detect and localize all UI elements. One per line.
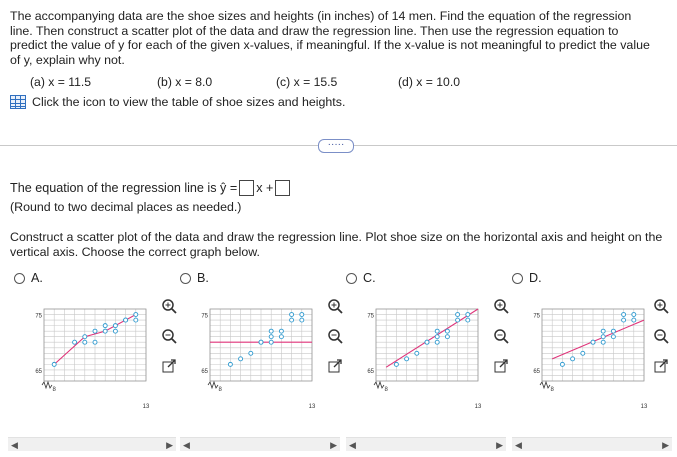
- part-b: (b) x = 8.0: [157, 75, 213, 89]
- x-tick-left: 8: [550, 387, 554, 393]
- scrollbar-a[interactable]: [8, 437, 176, 451]
- data-point: [83, 340, 87, 344]
- equation-prefix: The equation of the regression line is: [10, 181, 217, 195]
- data-point: [134, 313, 138, 317]
- data-point: [611, 335, 615, 339]
- graph-d: [528, 299, 658, 414]
- data-point: [601, 335, 605, 339]
- y-tick-top: 75: [201, 313, 208, 320]
- scrollbar-d[interactable]: [512, 437, 672, 451]
- scrollbar-c[interactable]: [346, 437, 506, 451]
- data-point: [601, 340, 605, 344]
- option-a-label: A.: [31, 271, 43, 285]
- option-b-label: B.: [197, 271, 209, 285]
- scrollbar-b[interactable]: [180, 437, 340, 451]
- data-point: [435, 335, 439, 339]
- data-point: [466, 318, 470, 322]
- data-point: [435, 329, 439, 333]
- table-link[interactable]: [10, 95, 345, 109]
- x-tick-right: 13: [640, 404, 648, 410]
- scroll-right-icon[interactable]: ▶: [496, 440, 503, 450]
- data-point: [425, 340, 429, 344]
- option-c[interactable]: [346, 271, 376, 285]
- zoom-in-icon[interactable]: [327, 298, 343, 314]
- scroll-left-icon[interactable]: ◀: [349, 440, 356, 450]
- zoom-out-icon[interactable]: [161, 328, 177, 344]
- x-tick-right: 13: [474, 404, 482, 410]
- data-point: [93, 329, 97, 333]
- y-tick-mid: 65: [533, 368, 540, 375]
- scroll-left-icon[interactable]: ◀: [183, 440, 190, 450]
- expand-icon[interactable]: [653, 358, 669, 374]
- slope-input[interactable]: [239, 180, 254, 196]
- option-d-label: D.: [529, 271, 542, 285]
- data-point: [622, 313, 626, 317]
- graph-b: [196, 299, 326, 414]
- part-d: (d) x = 10.0: [398, 75, 460, 89]
- graph-d-tools: [653, 298, 669, 388]
- data-point: [300, 318, 304, 322]
- graph-a-tools: [161, 298, 177, 388]
- data-point: [52, 362, 56, 366]
- data-point: [445, 335, 449, 339]
- scroll-right-icon[interactable]: ▶: [166, 440, 173, 450]
- zoom-in-icon[interactable]: [653, 298, 669, 314]
- radio-d[interactable]: [512, 273, 523, 284]
- regression-line: [386, 309, 478, 367]
- data-point: [611, 329, 615, 333]
- scroll-right-icon[interactable]: ▶: [662, 440, 669, 450]
- y-tick-mid: 65: [367, 368, 374, 375]
- axis-break-icon: [42, 382, 52, 388]
- expand-icon[interactable]: [327, 358, 343, 374]
- y-tick-mid: 65: [35, 368, 42, 375]
- data-point: [279, 335, 283, 339]
- yhat: ŷ: [220, 181, 227, 195]
- data-point: [571, 357, 575, 361]
- scroll-left-icon[interactable]: ◀: [515, 440, 522, 450]
- x-tick-left: 8: [52, 387, 56, 393]
- data-point: [456, 318, 460, 322]
- y-tick-top: 75: [533, 313, 540, 320]
- y-tick-mid: 65: [201, 368, 208, 375]
- data-point: [103, 324, 107, 328]
- option-b[interactable]: [180, 271, 209, 285]
- x-tick-left: 8: [384, 387, 388, 393]
- x-tick-left: 8: [218, 387, 222, 393]
- data-point: [269, 340, 273, 344]
- data-point: [103, 329, 107, 333]
- data-point: [394, 362, 398, 366]
- part-c: (c) x = 15.5: [276, 75, 338, 89]
- radio-b[interactable]: [180, 273, 191, 284]
- data-point: [113, 324, 117, 328]
- zoom-in-icon[interactable]: [493, 298, 509, 314]
- data-point: [269, 329, 273, 333]
- axis-break-icon: [374, 382, 384, 388]
- question-text: The accompanying data are the shoe sizes and heights (in inches) of 14 men. Find the equation of the regression line. Then construct a scatter plot of the data and draw the regression line. Then use the regression equation to predict the value of y for each of the given x-values, if meaningful. If the x-value is not meaningful to predict the value of y, explain why not.: [10, 9, 650, 67]
- data-point: [445, 329, 449, 333]
- radio-c[interactable]: [346, 273, 357, 284]
- table-link-text: Click the icon to view the table of shoe sizes and heights.: [32, 95, 346, 109]
- intercept-input[interactable]: [275, 180, 290, 196]
- x-tick-right: 13: [308, 404, 316, 410]
- option-c-label: C.: [363, 271, 376, 285]
- scroll-left-icon[interactable]: ◀: [11, 440, 18, 450]
- data-point: [560, 362, 564, 366]
- y-tick-top: 75: [35, 313, 42, 320]
- expand-icon[interactable]: [493, 358, 509, 374]
- data-point: [134, 318, 138, 322]
- more-button[interactable]: ·····: [318, 139, 354, 153]
- radio-a[interactable]: [14, 273, 25, 284]
- axis-break-icon: [540, 382, 550, 388]
- graph-a: [30, 299, 160, 414]
- regression-equation: [10, 180, 292, 196]
- data-point: [228, 362, 232, 366]
- data-point: [269, 335, 273, 339]
- data-point: [632, 318, 636, 322]
- data-point: [591, 340, 595, 344]
- x-tick-right: 13: [142, 404, 150, 410]
- data-point: [249, 351, 253, 355]
- data-point: [405, 357, 409, 361]
- data-point: [124, 318, 128, 322]
- part-a: (a) x = 11.5: [30, 75, 92, 89]
- data-point: [93, 340, 97, 344]
- data-point: [581, 351, 585, 355]
- data-point: [259, 340, 263, 344]
- scroll-right-icon[interactable]: ▶: [330, 440, 337, 450]
- round-note: (Round to two decimal places as needed.): [10, 200, 242, 214]
- data-point: [290, 318, 294, 322]
- data-point: [466, 313, 470, 317]
- data-point: [73, 340, 77, 344]
- zoom-out-icon[interactable]: [327, 328, 343, 344]
- option-d[interactable]: [512, 271, 542, 285]
- graph-c: [362, 299, 492, 414]
- axis-break-icon: [208, 382, 218, 388]
- zoom-out-icon[interactable]: [653, 328, 669, 344]
- x-plus: x +: [256, 181, 274, 195]
- data-point: [83, 335, 87, 339]
- data-point: [300, 313, 304, 317]
- data-point: [435, 340, 439, 344]
- equals-sign: =: [229, 181, 238, 195]
- zoom-in-icon[interactable]: [161, 298, 177, 314]
- data-point: [239, 357, 243, 361]
- instruction-text: Construct a scatter plot of the data and draw the regression line. Plot shoe size on the horizontal axis and height on the vertical axis. Choose the correct graph below.: [10, 230, 663, 259]
- y-tick-top: 75: [367, 313, 374, 320]
- data-point: [601, 329, 605, 333]
- zoom-out-icon[interactable]: [493, 328, 509, 344]
- table-icon[interactable]: [10, 95, 26, 109]
- data-point: [632, 313, 636, 317]
- graph-b-tools: [327, 298, 343, 388]
- data-point: [279, 329, 283, 333]
- expand-icon[interactable]: [161, 358, 177, 374]
- graph-c-tools: [493, 298, 509, 388]
- data-point: [113, 329, 117, 333]
- data-point: [415, 351, 419, 355]
- data-point: [290, 313, 294, 317]
- data-point: [622, 318, 626, 322]
- data-point: [456, 313, 460, 317]
- option-a[interactable]: [14, 271, 43, 285]
